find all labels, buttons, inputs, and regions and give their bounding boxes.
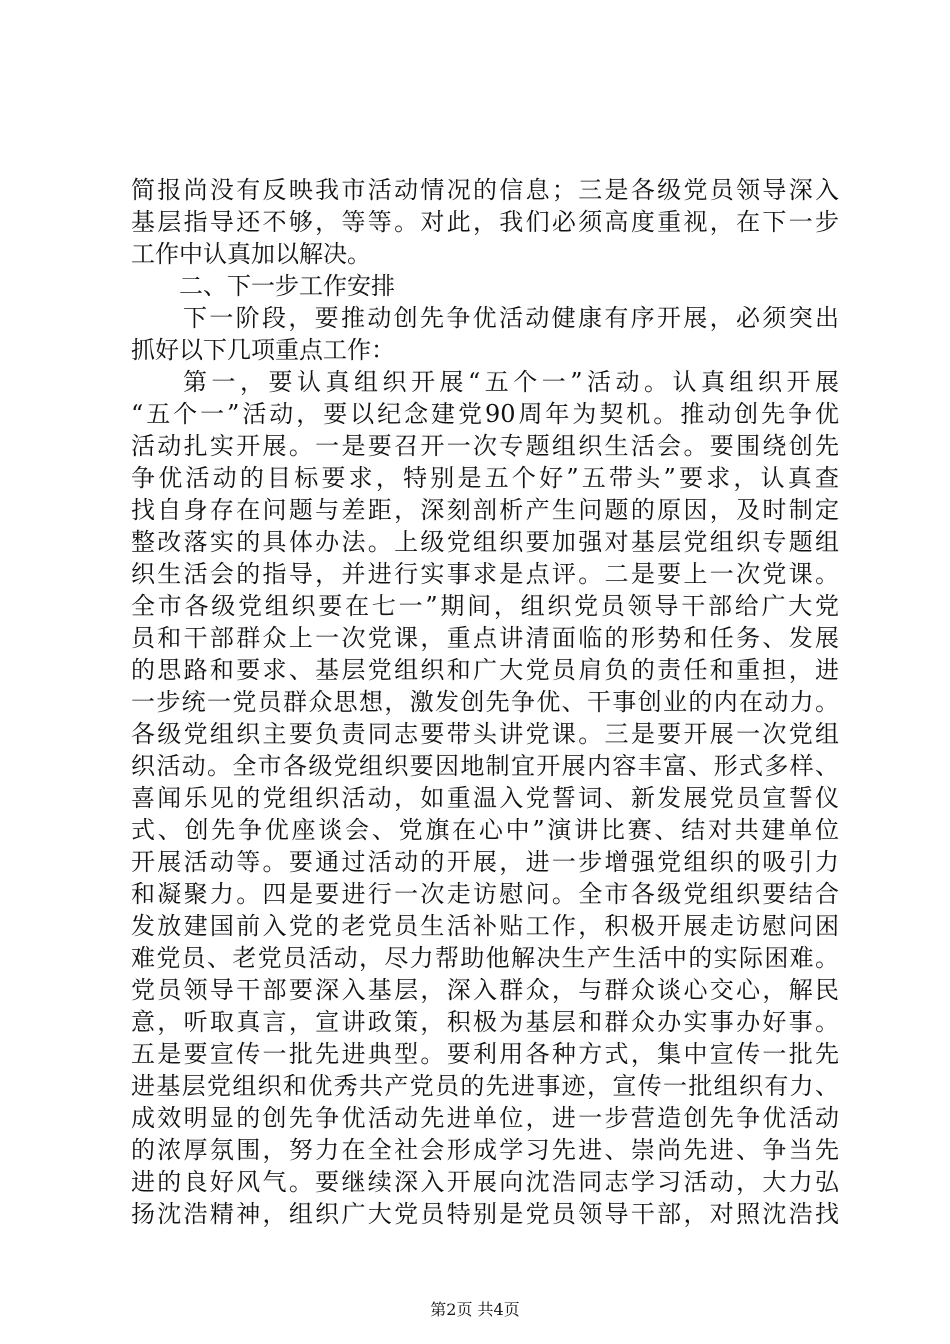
paragraph-line: 的思路和要求、基层党组织和广大党员肩负的责任和重担，进	[131, 656, 839, 684]
paragraph-line: 开展活动等。要通过活动的开展，进一步增强党组织的吸引力	[131, 848, 839, 876]
paragraph-line: 和凝聚力。四是要进行一次走访慰问。全市各级党组织要结合	[131, 880, 839, 908]
paragraph-line: 简报尚没有反映我市活动情况的信息；三是各级党员领导深入	[131, 176, 839, 204]
paragraph-line: 下一阶段，要推动创先争优活动健康有序开展，必须突出	[183, 304, 839, 332]
paragraph-line: 全市各级党组织要在七一”期间，组织党员领导干部给广大党	[131, 592, 839, 620]
paragraph-line: 难党员、老党员活动，尽力帮助他解决生产生活中的实际困难。	[131, 944, 839, 972]
paragraph-line: 一步统一党员群众思想，激发创先争优、干事创业的内在动力。	[131, 688, 839, 716]
paragraph-line: 找自身存在问题与差距，深刻剖析产生问题的原因，及时制定	[131, 496, 839, 524]
paragraph-line: 活动扎实开展。一是要召开一次专题组织生活会。要围绕创先	[131, 432, 839, 460]
paragraph-line: 的浓厚氛围，努力在全社会形成学习先进、崇尚先进、争当先	[131, 1136, 839, 1164]
paragraph-line: 式、创先争优座谈会、党旗在心中”演讲比赛、结对共建单位	[131, 816, 839, 844]
paragraph-line: 基层指导还不够，等等。对此，我们必须高度重视，在下一步	[131, 208, 839, 236]
paragraph-line: 第一，要认真组织开展“五个一”活动。认真组织开展	[183, 368, 839, 396]
paragraph-line: 争优活动的目标要求，特别是五个好”五带头”要求，认真查	[131, 464, 839, 492]
paragraph-line: 抓好以下几项重点工作：	[131, 336, 395, 364]
paragraph-line: 喜闻乐见的党组织活动，如重温入党誓词、新发展党员宣誓仪	[131, 784, 839, 812]
paragraph-line: “五个一”活动，要以纪念建党90周年为契机。推动创先争优	[131, 400, 839, 428]
document-body	[131, 174, 839, 1230]
paragraph-line: 整改落实的具体办法。上级党组织要加强对基层党组织专题组	[131, 528, 839, 556]
paragraph-line: 进基层党组织和优秀共产党员的先进事迹，宣传一批组织有力、	[131, 1072, 839, 1100]
paragraph-line: 各级党组织主要负责同志要带头讲党课。三是要开展一次党组	[131, 720, 839, 748]
paragraph-line: 五是要宣传一批先进典型。要利用各种方式，集中宣传一批先	[131, 1040, 839, 1068]
paragraph-line: 进的良好风气。要继续深入开展向沈浩同志学习活动，大力弘	[131, 1168, 839, 1196]
paragraph-line: 员和干部群众上一次党课，重点讲清面临的形势和任务、发展	[131, 624, 839, 652]
paragraph-line: 意，听取真言，宣讲政策，积极为基层和群众办实事办好事。	[131, 1008, 839, 1036]
paragraph-line: 党员领导干部要深入基层，深入群众，与群众谈心交心，解民	[131, 976, 839, 1004]
paragraph-line: 织活动。全市各级党组织要因地制宜开展内容丰富、形式多样、	[131, 752, 839, 780]
paragraph-line: 扬沈浩精神，组织广大党员特别是党员领导干部，对照沈浩找	[131, 1200, 839, 1228]
paragraph-line: 二、下一步工作安排	[179, 272, 395, 300]
paragraph-line: 工作中认真加以解决。	[131, 240, 371, 268]
paragraph-line: 成效明显的创先争优活动先进单位，进一步营造创先争优活动	[131, 1104, 839, 1132]
page-footer: 第2页 共4页	[430, 1300, 520, 1319]
paragraph-line: 织生活会的指导，并进行实事求是点评。二是要上一次党课。	[131, 560, 839, 588]
paragraph-line: 发放建国前入党的老党员生活补贴工作，积极开展走访慰问困	[131, 912, 839, 940]
